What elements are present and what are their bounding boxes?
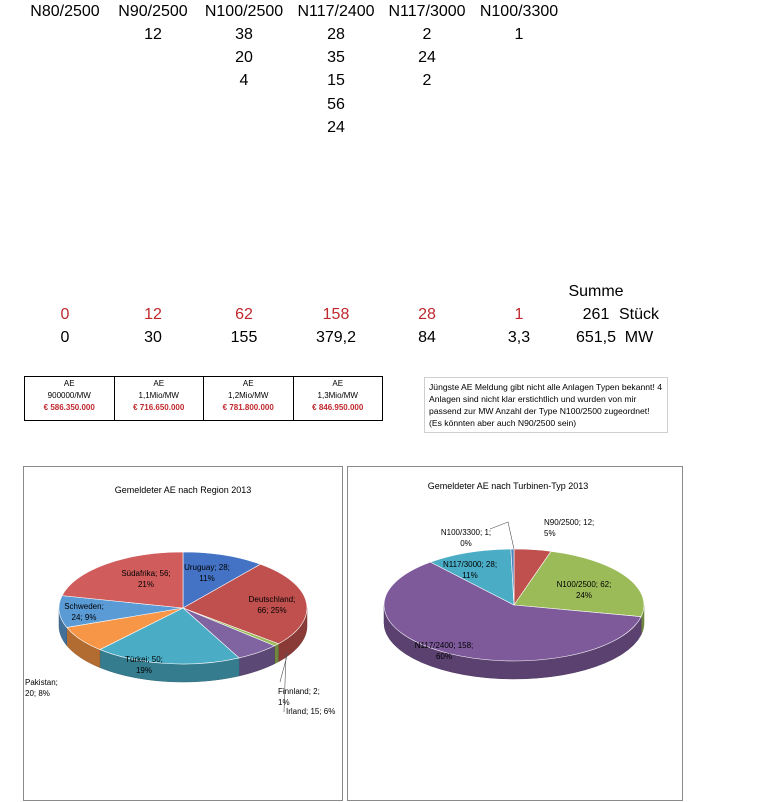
data-label-finnland: Finnland; 2; 1% (278, 687, 320, 707)
cost-amount: € 716.650.000 (133, 403, 185, 412)
cost-cell (25, 377, 115, 420)
data-label-pakistan: Pakistan; 20; 8% (25, 678, 58, 698)
stueck-total: 261 (582, 306, 610, 323)
cost-label: AE (153, 379, 165, 388)
table-cell: 24 (418, 49, 436, 66)
stueck-value: 0 (60, 306, 70, 323)
column-header: N100/2500 (204, 3, 284, 20)
table-cell: 2 (422, 72, 432, 89)
cost-amount: € 586.350.000 (43, 403, 95, 412)
cost-label: AE (242, 379, 254, 388)
column-header: N100/3300 (479, 3, 559, 20)
data-label-irland: Irland; 15; 6% (286, 707, 336, 716)
cost-cell (204, 377, 294, 420)
turbine-chart (347, 466, 683, 801)
cost-label: AE (332, 379, 344, 388)
cost-rate: 1,3Mio/MW (317, 391, 358, 400)
data-label-n117-2400: N117/2400; 158; 60% (414, 641, 474, 661)
cost-cell (294, 377, 383, 420)
cost-rate: 1,1Mio/MW (138, 391, 179, 400)
cost-amount: € 846.950.000 (312, 403, 364, 412)
turbine-pie-chart (348, 467, 682, 800)
column-header: N117/3000 (388, 3, 466, 20)
stueck-unit: Stück (618, 306, 659, 323)
mw-value: 84 (418, 329, 436, 346)
stueck-value: 28 (418, 306, 436, 323)
table-cell: 4 (239, 72, 249, 89)
column-header: N90/2500 (118, 3, 188, 20)
data-label-tuerkei: Türkei; 50; 19% (125, 655, 163, 675)
mw-total: 651,5 (575, 329, 617, 346)
stueck-value: 1 (514, 306, 524, 323)
table-cell: 38 (235, 26, 253, 43)
cost-rate: 1,2Mio/MW (228, 391, 269, 400)
cost-amount: € 781.800.000 (222, 403, 274, 412)
pie-side-finnland (275, 644, 279, 664)
table-cell: 1 (514, 26, 524, 43)
mw-unit: MW (624, 329, 654, 346)
mw-value: 30 (144, 329, 162, 346)
cost-rate: 900000/MW (47, 391, 91, 400)
data-label-n100-2500: N100/2500; 62; 24% (556, 580, 612, 600)
chart-title: Gemeldeter AE nach Turbinen-Typ 2013 (427, 481, 589, 491)
table-cell: 56 (327, 96, 345, 113)
table-cell: 15 (327, 72, 345, 89)
leader-line-n100-3300 (490, 522, 514, 549)
data-label-n100-3300: N100/3300; 1; 0% (440, 528, 492, 548)
stueck-value: 62 (235, 306, 253, 323)
cost-cell (115, 377, 205, 420)
mw-value: 0 (60, 329, 70, 346)
mw-value: 3,3 (507, 329, 531, 346)
column-header: N117/2400 (297, 3, 375, 20)
table-cell: 12 (144, 26, 162, 43)
table-cell: 2 (422, 26, 432, 43)
data-label-suedafrika: Südafrika; 56; 21% (121, 569, 171, 589)
stueck-value: 12 (144, 306, 162, 323)
cost-label: AE (63, 379, 75, 388)
data-label-n117-3000: N117/3000; 28; 11% (442, 560, 498, 580)
cost-table (24, 376, 383, 421)
data-label-schweden: Schweden; 24; 9% (64, 602, 104, 622)
table-cell: 24 (327, 119, 345, 136)
mw-value: 155 (230, 329, 258, 346)
data-label-deutschland: Deutschland; 66; 25% (248, 595, 296, 615)
data-label-n90-2500: N90/2500; 12; 5% (544, 518, 595, 538)
chart-title: Gemeldeter AE nach Region 2013 (114, 485, 252, 495)
table-cell: 35 (327, 49, 345, 66)
data-label-uruguay: Uruguay; 28; 11% (184, 563, 230, 583)
table-cell: 20 (235, 49, 253, 66)
table-cell: 28 (327, 26, 345, 43)
column-header: N80/2500 (30, 3, 100, 20)
mw-value: 379,2 (315, 329, 357, 346)
region-pie-chart (24, 467, 342, 800)
region-chart (23, 466, 343, 801)
summe-label: Summe (568, 283, 624, 300)
note-textbox: Jüngste AE Meldung gibt nicht alle Anlagen Typen bekannt! 4 Anlagen sind nicht klar erstichtlich und wurden von mir passend zur MW Anzahl der Type N100/2500 zugeordnet! (Es könnten aber auch N90/2500 sein) (424, 377, 668, 433)
stueck-value: 158 (322, 306, 350, 323)
